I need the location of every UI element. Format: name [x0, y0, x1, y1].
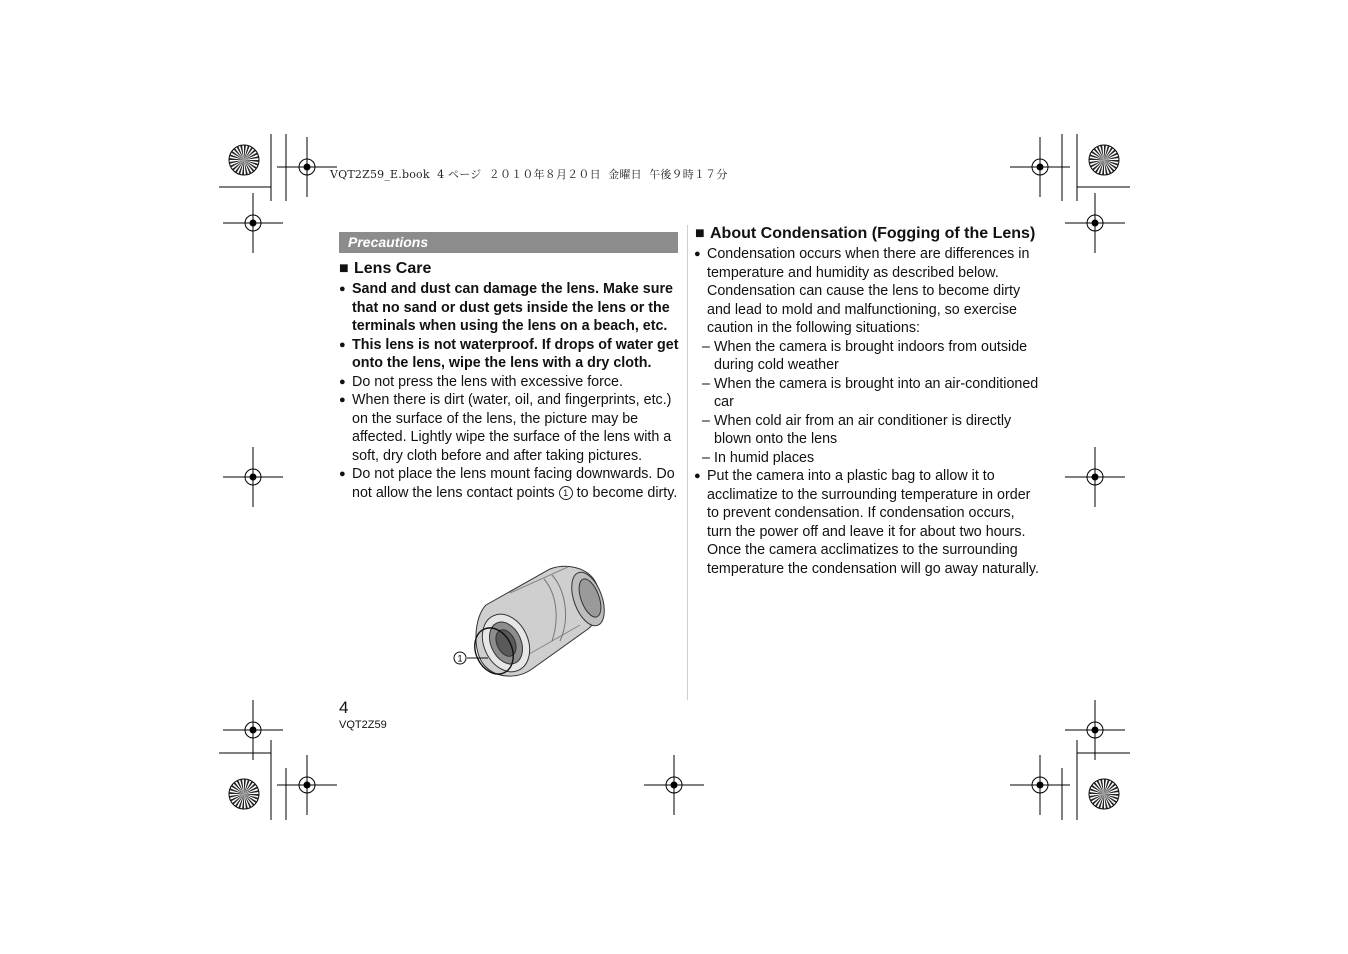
page-number: 4 — [339, 698, 349, 717]
list-item: ● This lens is not waterproof. If drops of water get onto the lens, wipe the lens with a dry cloth. — [339, 336, 679, 371]
registration-mark — [223, 700, 283, 760]
condensation-intro-list — [694, 245, 1040, 338]
figure-callout-label: 1 — [457, 653, 463, 664]
list-item: – When cold air from an air conditioner is directly blown onto the lens — [702, 412, 1012, 447]
list-item: ● When there is dirt (water, oil, and fingerprints, etc.) on the surface of the lens, the picture may be affected. Lightly wipe the surface of the lens with a soft, dry cloth before and after taking pictures. — [339, 392, 672, 464]
list-item: ● Condensation occurs when there are differences in temperature and humidity as described below. Condensation can cause the lens to become dirty and lead to mold and malfunctioning, so exercise caution in the following situations: — [694, 246, 1030, 336]
starburst-target-icon — [1089, 779, 1119, 809]
registration-mark — [223, 447, 283, 507]
registration-mark — [1065, 700, 1125, 760]
lens-care-section — [339, 259, 681, 502]
registration-mark — [223, 193, 283, 253]
print-slug-line: VQT2Z59_E.book 4 ページ ２０１０年８月２０日 金曜日 午後９時１７分 — [330, 168, 728, 181]
bullet-icon: ● — [339, 468, 346, 480]
callout-number: 1 — [559, 486, 573, 500]
square-bullet-icon: ■ — [339, 260, 349, 277]
registration-mark — [644, 755, 704, 815]
starburst-target-icon — [1089, 145, 1119, 175]
bullet-icon: ● — [339, 338, 346, 351]
list-item: – When the camera is brought indoors from outside during cold weather — [702, 338, 1028, 373]
list-item: ● Sand and dust can damage the lens. Make sure that no sand or dust gets inside the lens or the terminals when using the lens on a beach, etc. — [339, 281, 673, 334]
bullet-icon: ● — [694, 470, 701, 482]
starburst-target-icon — [229, 145, 259, 175]
registration-mark — [1010, 137, 1070, 197]
bullet-icon: ● — [339, 394, 346, 406]
condensation-situations — [695, 338, 1040, 468]
condensation-section — [695, 224, 1040, 578]
section-title-bar — [339, 232, 678, 253]
list-item: – In humid places — [702, 449, 815, 466]
lens-care-list — [339, 280, 681, 502]
column-divider — [687, 225, 688, 700]
section-title: Precautions — [348, 234, 429, 250]
bullet-icon: ● — [694, 248, 701, 260]
registration-mark — [1065, 447, 1125, 507]
list-item: ● Do not place the lens mount facing downwards. Do not allow the lens contact points 1 to become dirty. — [339, 466, 678, 501]
starburst-target-icon — [229, 779, 259, 809]
model-code: VQT2Z59 — [339, 719, 387, 731]
registration-mark — [1065, 193, 1125, 253]
bullet-icon: ● — [339, 375, 346, 388]
bullet-icon: ● — [339, 283, 346, 295]
lens-illustration — [448, 563, 618, 683]
registration-mark — [1010, 755, 1070, 815]
condensation-heading: ■ About Condensation (Fogging of the Lens) — [695, 225, 1036, 242]
square-bullet-icon: ■ — [695, 225, 705, 242]
condensation-advice-list — [694, 467, 1040, 578]
list-item: – When the camera is brought into an air-conditioned car — [702, 375, 1039, 410]
list-item: ● Put the camera into a plastic bag to allow it to acclimatize to the surrounding temperature in order to prevent condensation. If condensation occurs, turn the power off and leave it for about two hours. Once the camera acclimatizes to the surrounding temperature the condensation will go away naturally. — [694, 468, 1039, 577]
list-item: ● Do not press the lens with excessive force. — [339, 373, 623, 390]
lens-care-heading: ■ Lens Care — [339, 260, 432, 277]
